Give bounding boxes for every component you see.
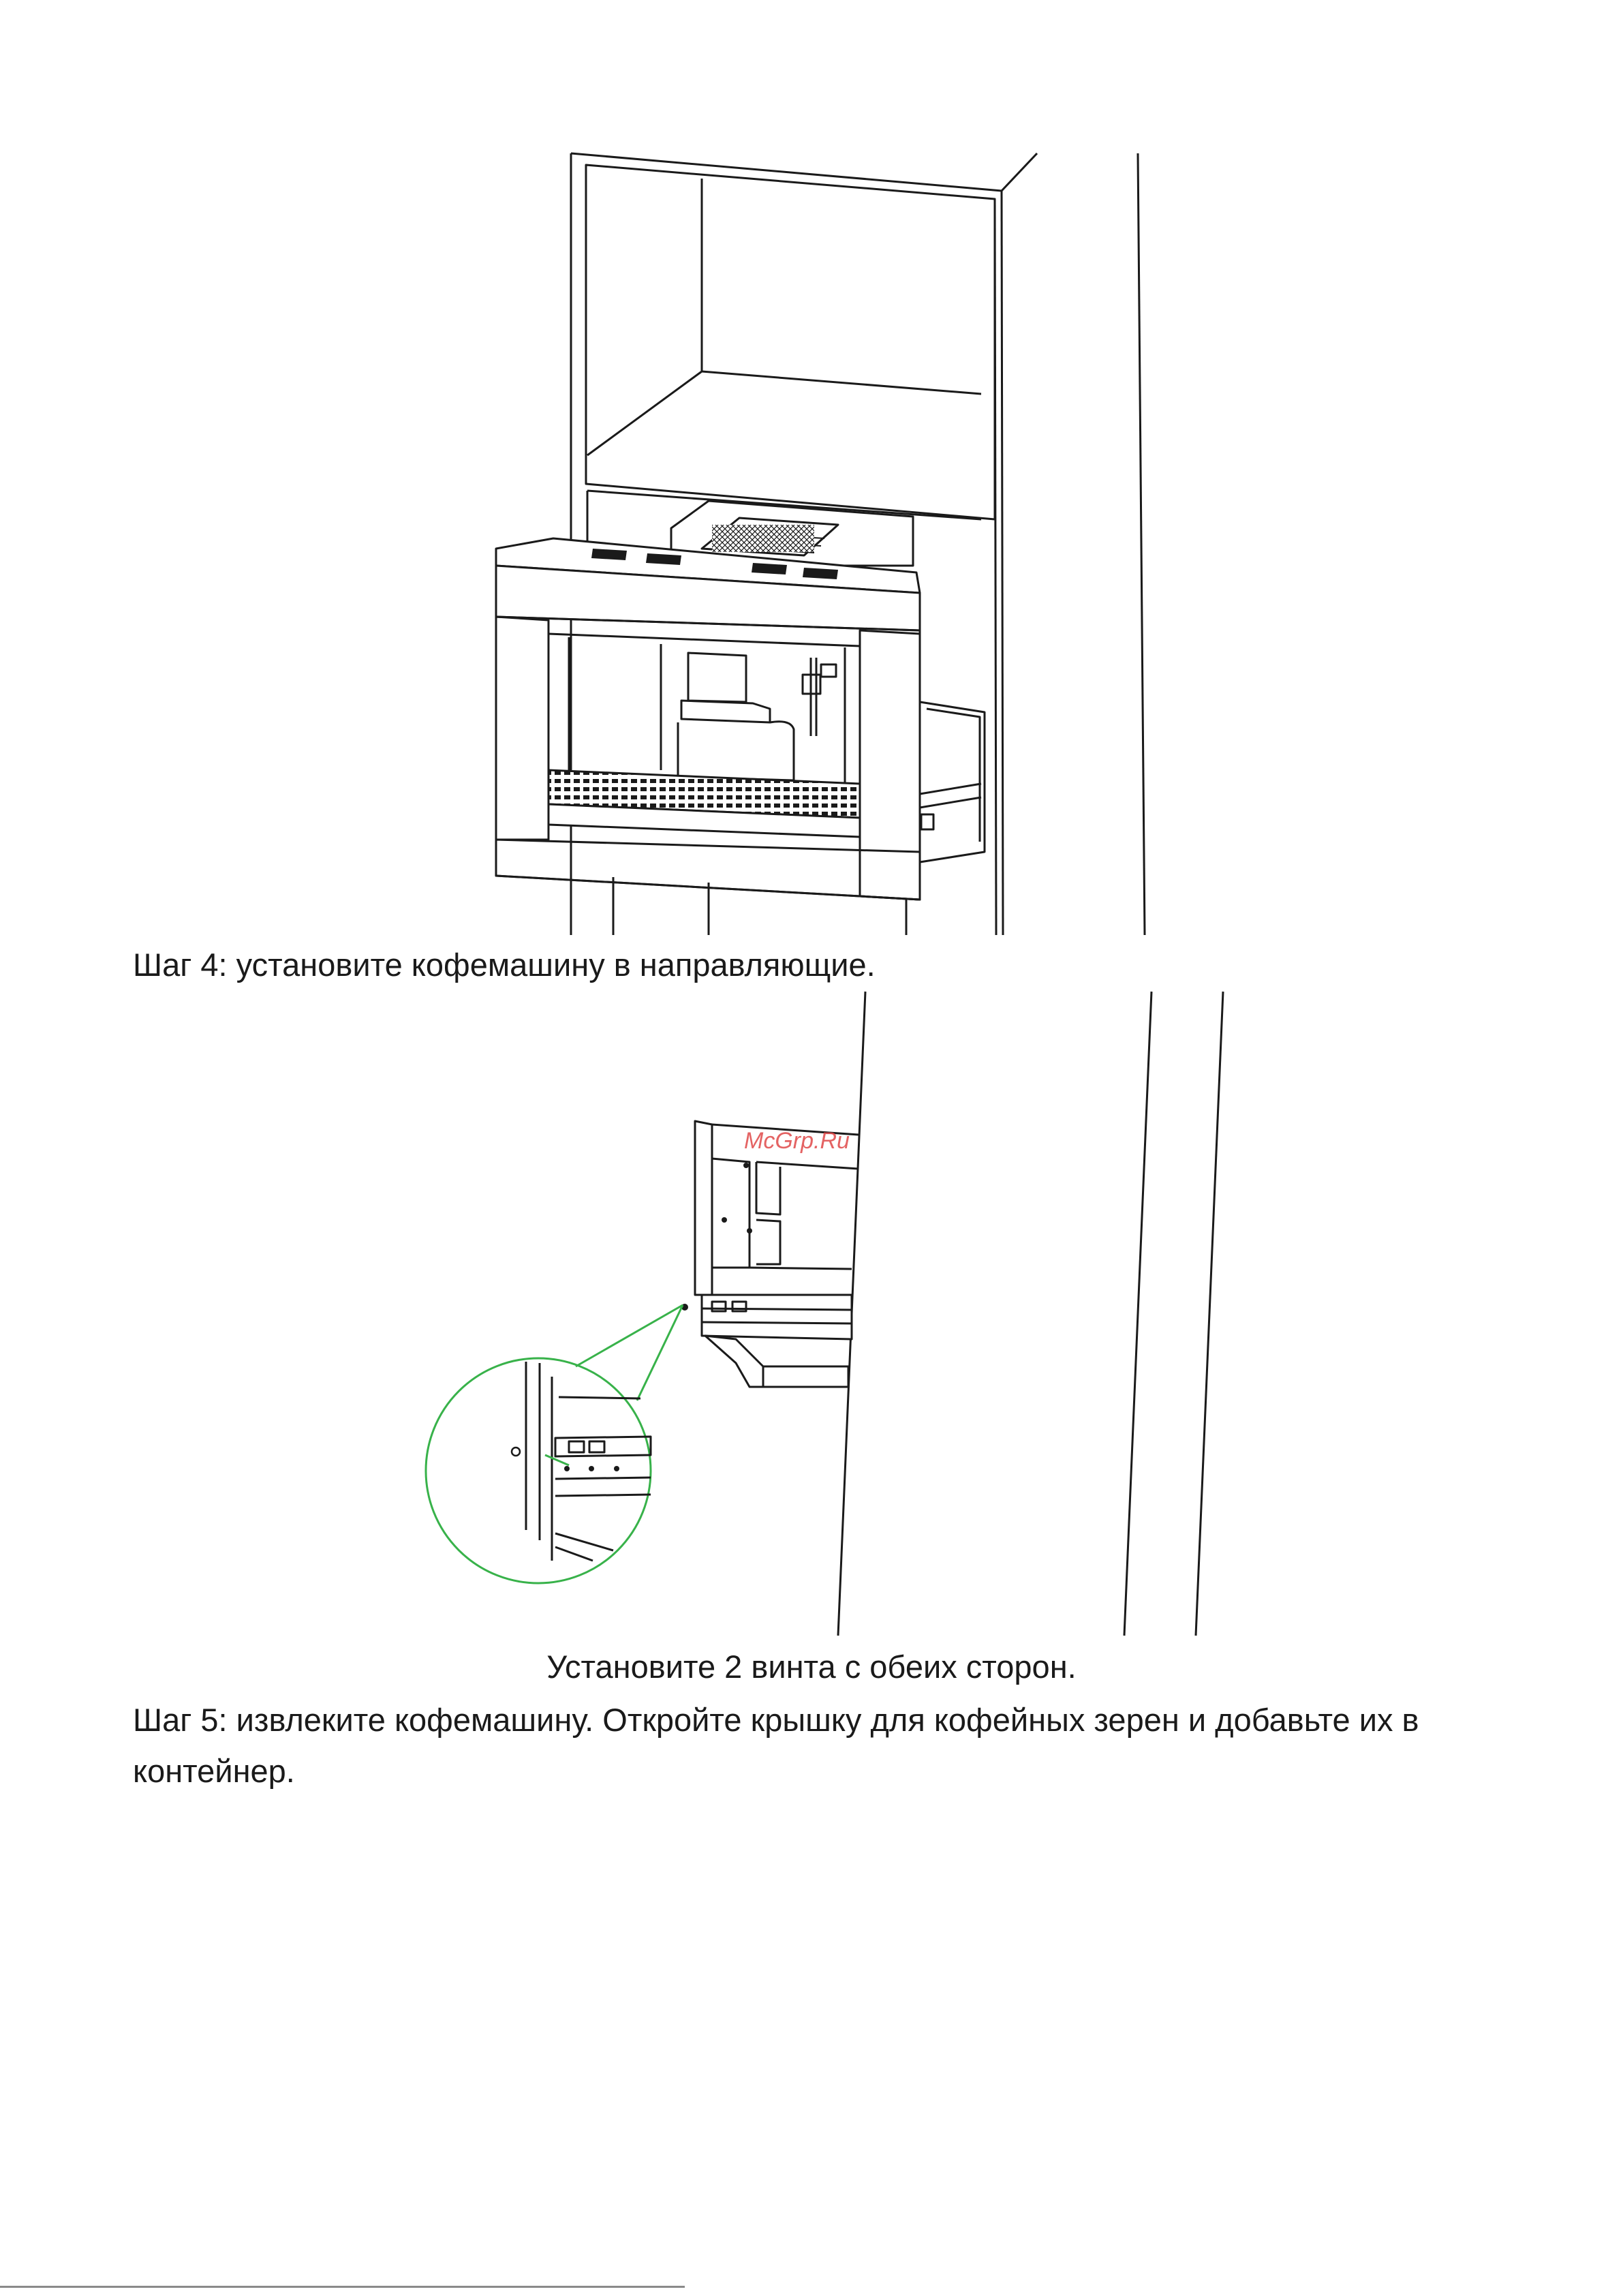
watermark-text: McGrp.Ru [744, 1128, 850, 1154]
step4-caption: Шаг 4: установите кофемашину в направляющие. [133, 947, 876, 983]
footnote-divider [0, 2286, 685, 2288]
coffee-machine-installation-diagram [477, 147, 1158, 937]
step5-text-line1: Шаг 5: извлеките кофемашину. Откройте крышку для кофейных зерен и добавьте их в [133, 1702, 1419, 1738]
screw-installation-diagram [416, 985, 1240, 1639]
figure2-caption: Установите 2 винта с обеих сторон. [546, 1649, 1077, 1685]
step5-text-line2: контейнер. [133, 1753, 295, 1789]
